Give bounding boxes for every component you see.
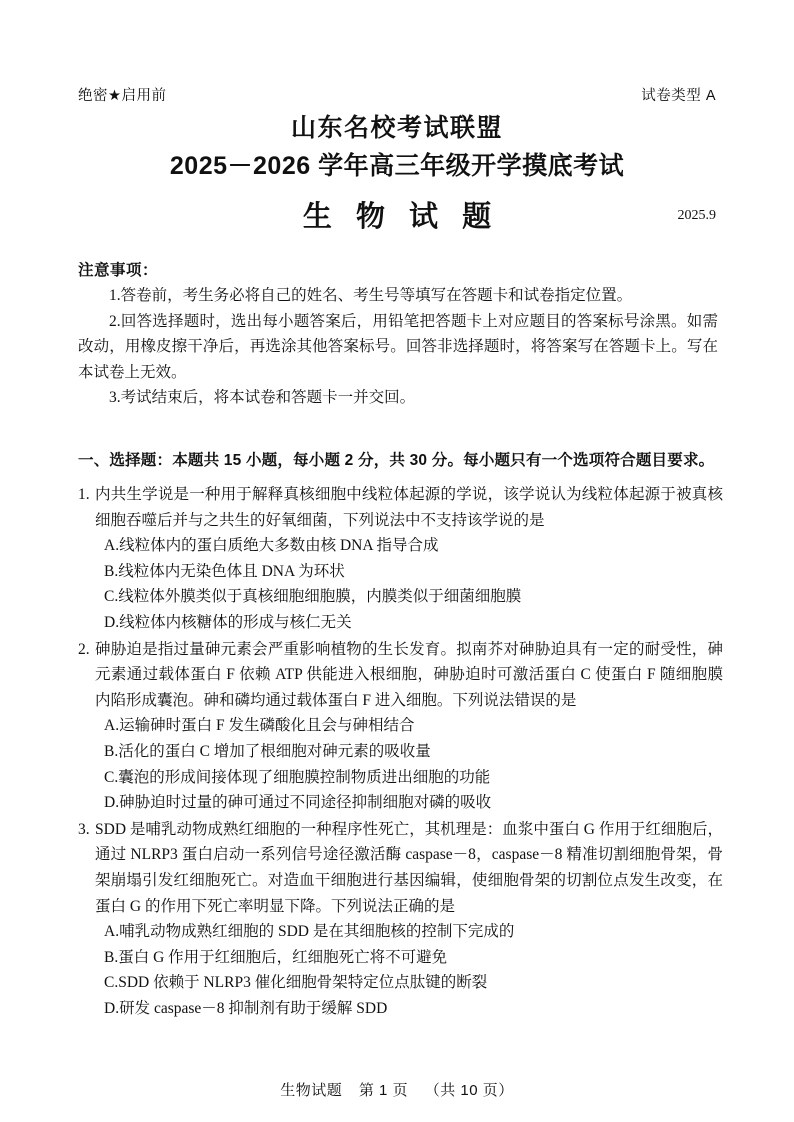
notice-body <box>78 283 718 411</box>
question-option[interactable]: A.运输砷时蛋白 F 发生磷酸化且会与砷相结合 <box>104 717 415 735</box>
page-header <box>78 84 716 105</box>
question-option[interactable]: C.线粒体外膜类似于真核细胞细胞膜，内膜类似于细菌细胞膜 <box>104 588 522 606</box>
title-block <box>0 110 794 235</box>
notice-item-1: 1.答卷前，考生务必将自己的姓名、考生号等填写在答题卡和试卷指定位置。 <box>109 287 633 304</box>
question-number: 3. <box>78 820 90 838</box>
question-number: 2. <box>78 640 90 658</box>
question-stem-wrap <box>78 482 723 533</box>
question-stem: 砷胁迫是指过量砷元素会严重影响植物的生长发育。拟南芥对砷胁迫具有一定的耐受性，砷元素通过载体蛋白 F 依赖 ATP 供能进入根细胞，砷胁迫时可激活蛋白 C 使蛋白 F 随细胞膜内陷形成囊泡。砷和磷均通过载体蛋白 F 进入细胞。下列说法错误的是 <box>95 640 723 709</box>
question-item <box>78 482 723 636</box>
exam-date: 2025.9 <box>677 208 716 223</box>
footer-page-number: 第 1 页 <box>358 1082 409 1099</box>
organization-title: 山东名校考试联盟 <box>290 114 503 142</box>
footer-subject: 生物试题 <box>280 1082 343 1099</box>
question-option[interactable]: B.蛋白 G 作用于红细胞后，红细胞死亡将不可避免 <box>104 948 448 966</box>
question-option[interactable]: B.活化的蛋白 C 增加了根细胞对砷元素的吸收量 <box>104 742 431 760</box>
question-item <box>78 817 723 1022</box>
paper-type-label: 试卷类型 A <box>641 88 716 104</box>
question-stem: SDD 是哺乳动物成熟红细胞的一种程序性死亡，其机理是：血浆中蛋白 G 作用于红细胞后，通过 NLRP3 蛋白启动一系列信号途径激活酶 caspase－8，caspase－8 精准切割细胞骨架，骨架崩塌引发红细胞死亡。对造血干细胞进行基因编辑，使细胞骨架的切割位点发生改变，在蛋白 G 的作用下死亡率明显下降。下列说法正确的是 <box>95 820 723 915</box>
page-footer <box>0 1079 794 1100</box>
section-heading: 一、选择题：本题共 15 小题，每小题 2 分，共 30 分。每小题只有一个选项符合题目要求。 <box>78 452 715 469</box>
notice-item-2: 2.回答选择题时，选出每小题答案后，用铅笔把答题卡上对应题目的答案标号涂黑。如需改动，用橡皮擦干净后，再选涂其他答案标号。回答非选择题时，将答案写在答题卡上。写在本试卷上无效。 <box>78 312 718 381</box>
footer-total-pages: （共 10 页） <box>424 1082 514 1099</box>
notice-heading: 注意事项： <box>78 262 159 279</box>
question-stem-wrap <box>78 817 723 919</box>
question-list <box>78 482 723 1022</box>
question-number: 1. <box>78 486 90 503</box>
question-option[interactable]: A.哺乳动物成熟红细胞的 SDD 是在其细胞核的控制下完成的 <box>104 923 515 941</box>
question-option[interactable]: D.砷胁迫时过量的砷可通过不同途径抑制细胞对磷的吸收 <box>104 794 492 812</box>
confidential-notice: 绝密★启用前 <box>78 88 167 104</box>
question-option[interactable]: D.线粒体内核糖体的形成与核仁无关 <box>104 613 352 631</box>
question-stem-wrap <box>78 637 723 714</box>
question-option[interactable]: A.线粒体内的蛋白质绝大多数由核 DNA 指导合成 <box>104 537 439 555</box>
question-option[interactable]: B.线粒体内无染色体且 DNA 为环状 <box>104 562 345 580</box>
exam-title: 2025－2026 学年高三年级开学摸底考试 <box>169 152 625 181</box>
question-option[interactable]: C.囊泡的形成间接体现了细胞膜控制物质进出细胞的功能 <box>104 768 491 786</box>
question-item <box>78 637 723 816</box>
notice-item-3: 3.考试结束后，将本试卷和答题卡一并交回。 <box>109 389 416 406</box>
question-option[interactable]: C.SDD 依赖于 NLRP3 催化细胞骨架特定位点肽键的断裂 <box>104 974 488 992</box>
subject-title: 生 物 试 题 <box>302 200 500 233</box>
question-stem: 内共生学说是一种用于解释真核细胞中线粒体起源的学说，该学说认为线粒体起源于被真核细胞吞噬后并与之共生的好氧细菌，下列说法中不支持该学说的是 <box>95 486 723 529</box>
question-option[interactable]: D.研发 caspase－8 抑制剂有助于缓解 SDD <box>104 999 388 1017</box>
